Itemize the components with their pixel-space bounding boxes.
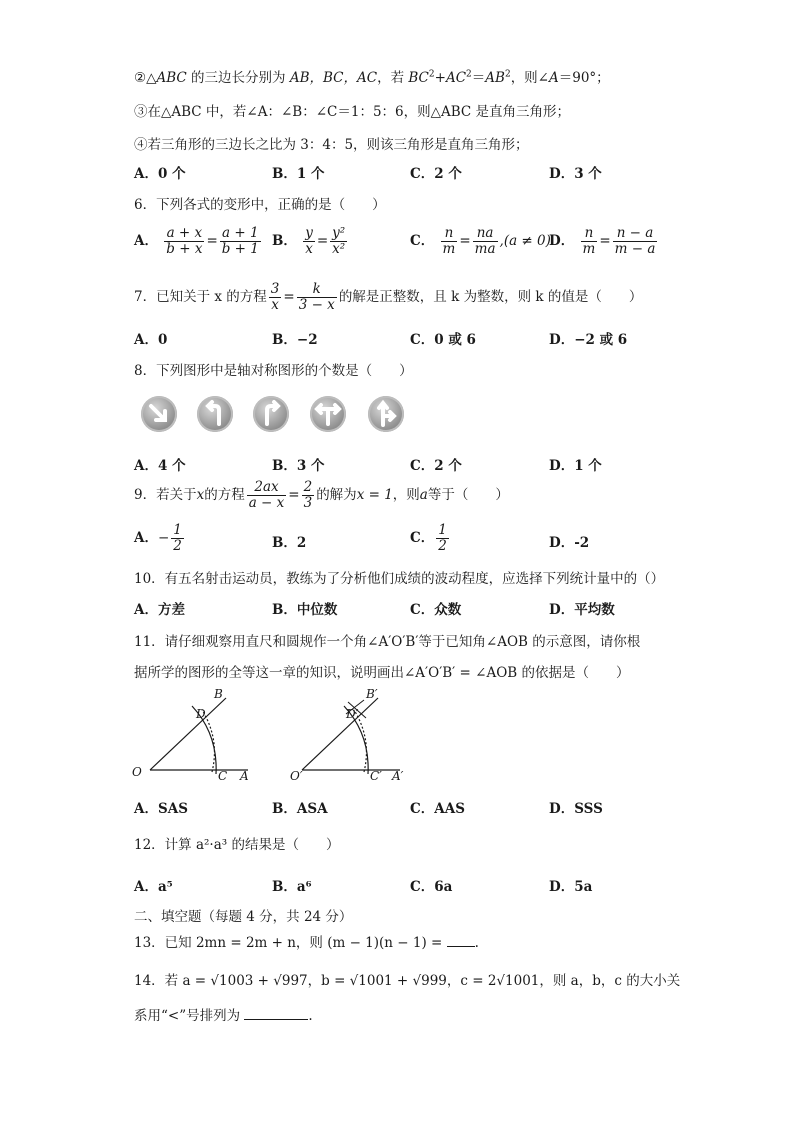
q6-option-c[interactable]: C． $\frac{n}{m}$ = $\frac{na}{ma}$ ,(a ≠ 0): [410, 225, 551, 257]
q11-option-d[interactable]: D．SSS: [549, 801, 603, 817]
q11-option-c[interactable]: C．AAS: [410, 801, 465, 817]
turn-left-icon: [197, 396, 233, 432]
q5-statement-4: ④若三角形的三边长之比为 3：4：5，则该三角形是直角三角形；: [134, 137, 529, 153]
q6-option-a[interactable]: A． $\frac{a + x}{b + x}$ = $\frac{a + 1}{b + 1}$: [134, 225, 259, 257]
q14-stem-line2: 系用“<”号排列为 .: [134, 1008, 313, 1024]
q5-option-b[interactable]: B．1 个: [272, 166, 325, 182]
q12-option-d[interactable]: D．5a: [549, 879, 593, 895]
q5-statement-2: ②△ABC 的三边长分别为 AB，BC，AC，若 $BC^2+AC^2=AB^2$，则∠A＝90°；: [134, 69, 610, 86]
fig2-label-c: C′: [370, 769, 382, 783]
fig1-label-a: A: [240, 769, 249, 783]
fig2-label-b: B′: [366, 687, 378, 701]
q5-option-d[interactable]: D．3 个: [549, 166, 602, 182]
q10-option-b[interactable]: B．中位数: [272, 602, 338, 618]
q7-option-b[interactable]: B．−2: [272, 332, 318, 348]
section-heading: 二、填空题（每题 4 分，共 24 分）: [134, 909, 353, 925]
q10-stem: 10．有五名射击运动员，教练为了分析他们成绩的波动程度，应选择下列统计量中的（）: [134, 571, 665, 587]
q8-option-d[interactable]: D．1 个: [549, 458, 602, 474]
q8-option-c[interactable]: C．2 个: [410, 458, 462, 474]
fig1-label-o: O: [132, 765, 142, 779]
q8-option-a[interactable]: A．4 个: [134, 458, 186, 474]
q5-statement-3: ③在△ABC 中，若∠A：∠B：∠C＝1：5：6，则△ABC 是直角三角形；: [134, 104, 571, 120]
angle-aob-figure: [130, 684, 265, 784]
straight-or-right-icon: [368, 396, 404, 432]
fig1-label-b: B: [214, 687, 223, 701]
q14-answer-blank[interactable]: [244, 1007, 308, 1020]
q7-option-a[interactable]: A．0: [134, 332, 168, 348]
q9-stem: 9．若关于x的方程 $\frac{2ax}{a - x}$ = $\frac{2}{3}$ 的解为x = 1，则a等于（ ）: [134, 479, 509, 511]
q10-option-c[interactable]: C．众数: [410, 602, 462, 618]
q6-option-d[interactable]: D． $\frac{n}{m}$ = $\frac{n - a}{m - a}$: [549, 225, 656, 257]
fig2-label-a: A′: [392, 769, 404, 783]
q11-option-a[interactable]: A．SAS: [134, 801, 188, 817]
fig1-label-d: D: [196, 707, 206, 721]
q9-option-a[interactable]: A．− $\frac{1}{2}$: [134, 522, 182, 554]
q12-option-b[interactable]: B．a⁶: [272, 879, 312, 895]
q7-option-d[interactable]: D．−2 或 6: [549, 332, 628, 348]
q9-option-b[interactable]: B．2: [272, 535, 307, 551]
q10-option-a[interactable]: A．方差: [134, 602, 185, 618]
q6-option-b[interactable]: B． $\frac{y}{x}$ = $\frac{\text{y²}}{\text{x²}}$: [272, 225, 346, 257]
t-junction-icon: [310, 396, 346, 432]
angle-a1o1b1-figure: [288, 684, 423, 784]
q9-option-d[interactable]: D．-2: [549, 535, 590, 551]
q13-answer-blank[interactable]: [447, 934, 475, 947]
q5-option-c[interactable]: C．2 个: [410, 166, 462, 182]
q10-option-d[interactable]: D．平均数: [549, 602, 615, 618]
q7-option-c[interactable]: C．0 或 6: [410, 332, 476, 348]
arrow-down-right-icon: [141, 396, 177, 432]
q12-option-c[interactable]: C．6a: [410, 879, 453, 895]
q6-stem: 6．下列各式的变形中，正确的是（ ）: [134, 197, 386, 213]
q12-stem: 12．计算 a²·a³ 的结果是（ ）: [134, 837, 340, 853]
q12-option-a[interactable]: A．a⁵: [134, 879, 173, 895]
q8-stem: 8．下列图形中是轴对称图形的个数是（ ）: [134, 363, 413, 379]
q7-stem: 7．已知关于 x 的方程 $\frac{3}{x}$ = $\frac{k}{3 - x}$ 的解是正整数，且 k 为整数，则 k 的值是（ ）: [134, 281, 643, 313]
q9-option-c[interactable]: C． $\frac{1}{2}$: [410, 522, 447, 554]
q8-option-b[interactable]: B．3 个: [272, 458, 325, 474]
q11-stem-line2: 据所学的图形的全等这一章的知识，说明画出∠A′O′B′ = ∠AOB 的依据是（ ）: [134, 665, 630, 681]
q11-option-b[interactable]: B．ASA: [272, 801, 328, 817]
fig2-label-d: D′: [346, 707, 359, 721]
q13-stem: 13．已知 2mn = 2m + n，则 (m − 1)(n − 1) = .: [134, 935, 479, 951]
q14-stem-line1: 14．若 a = √1003 + √997，b = √1001 + √999，c = 2√1001，则 a，b，c 的大小关: [134, 973, 681, 989]
turn-right-icon: [253, 396, 289, 432]
q11-stem-line1: 11．请仔细观察用直尺和圆规作一个角∠A′O′B′等于已知角∠AOB 的示意图，请你根: [134, 634, 641, 650]
fig2-label-o: O′: [290, 769, 303, 783]
fig1-label-c: C: [218, 769, 228, 783]
q5-option-a[interactable]: A．0 个: [134, 166, 186, 182]
